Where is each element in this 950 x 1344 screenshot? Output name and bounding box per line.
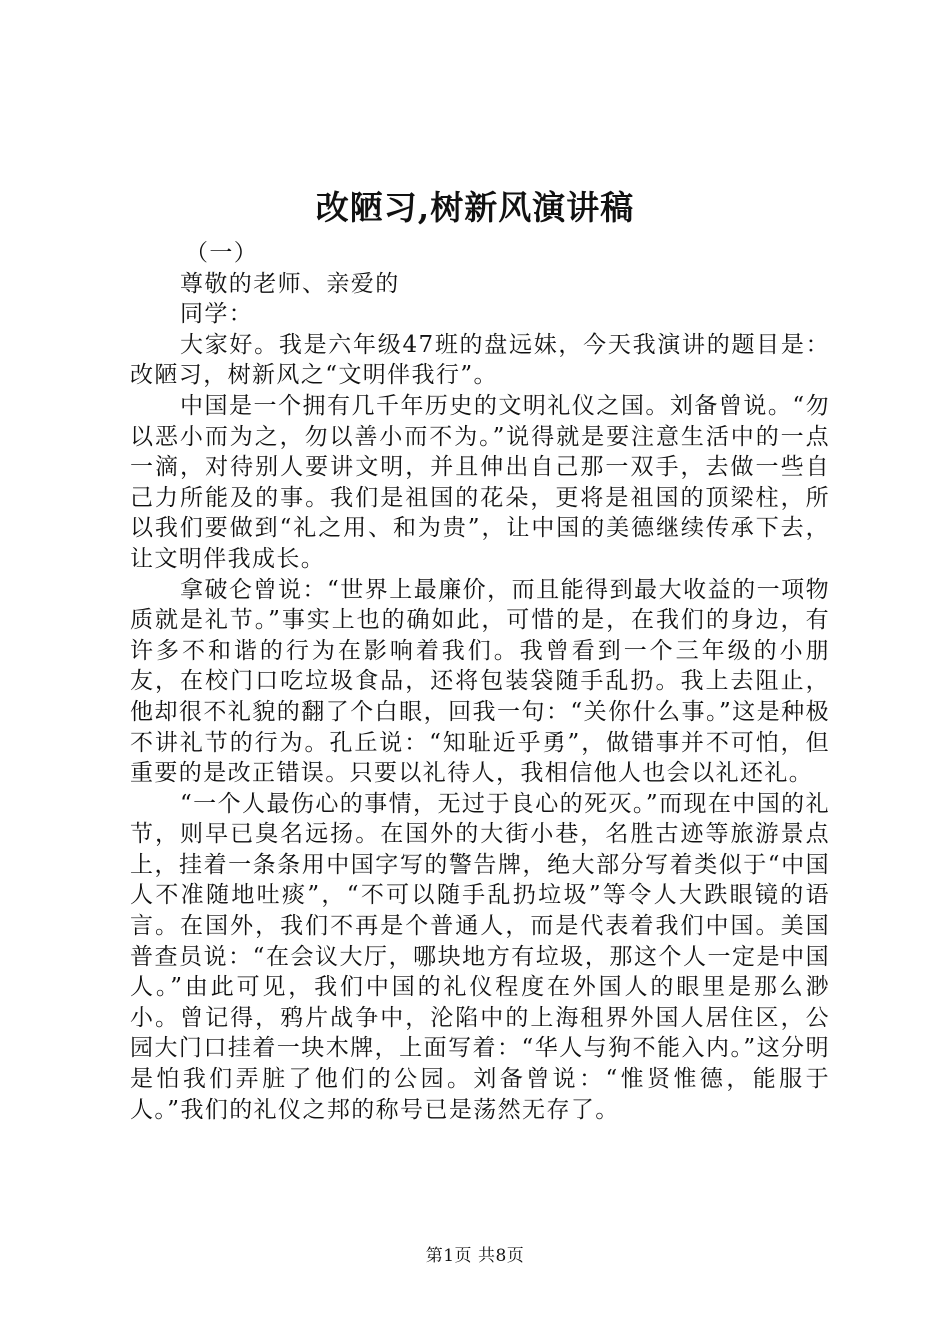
paragraph-napoleon-quote: 拿破仑曾说：“世界上最廉价，而且能得到最大收益的一项物质就是礼节。”事实上也的确如此，可惜的是，在我们的身边，有许多不和谐的行为在影响着我们。我曾看到一个三年级的小朋友，在校门口吃垃圾食品，还将包装袋随手乱扔。我上去阻止，他却很不礼貌的翻了个白眼，回我一句：“关你什么事。”这是种极不讲礼节的行为。孔丘说：“知耻近乎勇”，做错事并不可怕，但重要的是改正错误。只要以礼待人，我相信他人也会以礼还礼。 xyxy=(130,576,830,787)
paragraph-conscience-quote: “一个人最伤心的事情，无过于良心的死灭。”而现在中国的礼节，则早已臭名远扬。在国外的大街小巷，名胜古迹等旅游景点上，挂着一条条用中国字写的警告牌，绝大部分写着类似于“中国人不准随地吐痰”，“不可以随手乱扔垃圾”等令人大跌眼镜的语言。在国外，我们不再是个普通人，而是代表着我们中国。美国普查员说：“在会议大厅，哪块地方有垃圾，那这个人一定是中国人。”由此可见，我们中国的礼仪程度在外国人的眼里是那么渺小。曾记得，鸦片战争中，沦陷中的上海租界外国人居住区，公园大门口挂着一块木牌，上面写着：“华人与狗不能入内。”这分明是怕我们弄脏了他们的公园。刘备曾说：“惟贤惟德，能服于人。”我们的礼仪之邦的称号已是荡然无存了。 xyxy=(130,790,830,1123)
document-title: 改陋习,树新风演讲稿 xyxy=(315,188,635,227)
salutation-line-2: 同学： xyxy=(180,301,254,328)
paragraph-china-etiquette: 中国是一个拥有几千年历史的文明礼仪之国。刘备曾说。“勿以恶小而为之，勿以善小而不为。”说得就是要注意生活中的一点一滴，对待别人要讲文明，并且伸出自己那一双手，去做一些自己力所能及的事。我们是祖国的花朵，更将是祖国的顶梁柱，所以我们要做到“礼之用、和为贵”，让中国的美德继续传承下去，让文明伴我成长。 xyxy=(130,392,830,572)
page-footer: 第1页 共8页 xyxy=(425,1246,525,1266)
salutation-line-1: 尊敬的老师、亲爱的 xyxy=(180,270,400,297)
document-body xyxy=(130,238,830,1125)
section-number: （一） xyxy=(185,240,259,266)
paragraph-greeting: 大家好。我是六年级47班的盘远妹，今天我演讲的题目是：改陋习，树新风之“文明伴我行”。 xyxy=(130,331,830,389)
